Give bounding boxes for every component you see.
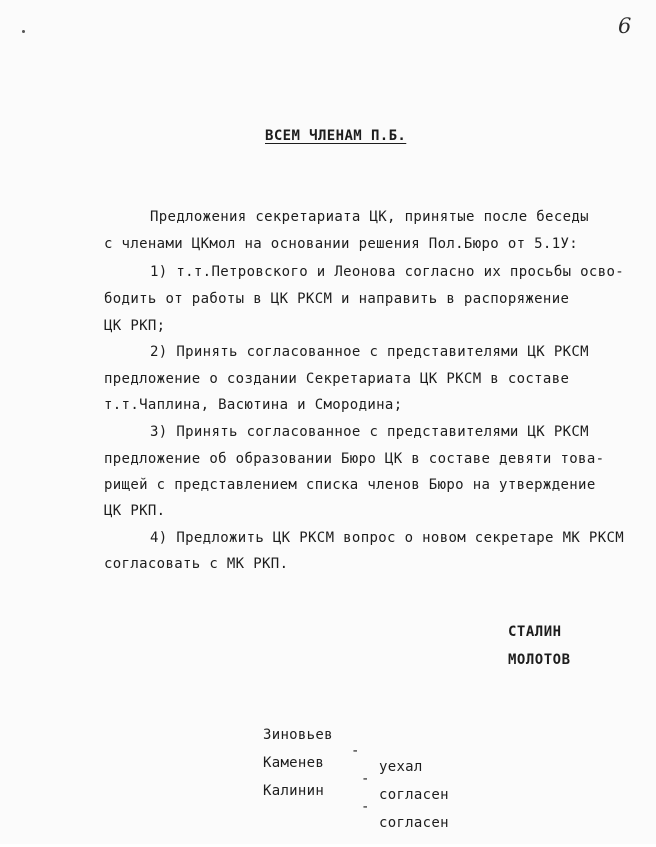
body-line: 2) Принять согласованное с представителями ЦК РКСМ xyxy=(150,344,589,360)
body-line: 1) т.т.Петровского и Леонова согласно их просьбы осво- xyxy=(150,264,625,280)
signature-molotov: МОЛОТОВ xyxy=(508,652,571,668)
visa-name: Зиновьев xyxy=(263,727,333,743)
visa-dash: - xyxy=(361,771,370,787)
visa-status: согласен xyxy=(379,815,449,831)
margin-speck xyxy=(22,30,25,33)
visa-dash: - xyxy=(361,799,370,815)
visa-name: Каменев xyxy=(263,755,325,771)
body-line: согласовать с МК РКП. xyxy=(104,556,289,572)
visa-name: Калинин xyxy=(263,783,325,799)
signature-stalin: СТАЛИН xyxy=(508,624,562,640)
body-line: бодить от работы в ЦК РКСМ и направить в распоряжение xyxy=(104,291,570,307)
body-line: 3) Принять согласованное с представителями ЦК РКСМ xyxy=(150,424,589,440)
body-line: предложение о создании Секретариата ЦК РКСМ в составе xyxy=(104,371,570,387)
page-number: 6 xyxy=(618,14,632,38)
visa-dash: - xyxy=(351,743,360,759)
body-line: с членами ЦКмол на основании решения Пол.Бюро от 5.1У: xyxy=(104,236,579,252)
body-line: ЦК РКП; xyxy=(104,318,166,334)
document-title: ВСЕМ ЧЛЕНАМ П.Б. xyxy=(265,128,407,144)
body-line: предложение об образовании Бюро ЦК в составе девяти това- xyxy=(104,451,605,467)
visa-status: уехал xyxy=(379,759,423,775)
visa-status: согласен xyxy=(379,787,449,803)
body-line: рищей с представлением списка членов Бюро на утверждение xyxy=(104,477,596,493)
body-line: т.т.Чаплина, Васютина и Смородина; xyxy=(104,397,403,413)
body-line: ЦК РКП. xyxy=(104,503,166,519)
body-line: 4) Предложить ЦК РКСМ вопрос о новом секретаре МК РКСМ xyxy=(150,530,625,546)
body-line: Предложения секретариата ЦК, принятые после беседы xyxy=(150,209,589,225)
